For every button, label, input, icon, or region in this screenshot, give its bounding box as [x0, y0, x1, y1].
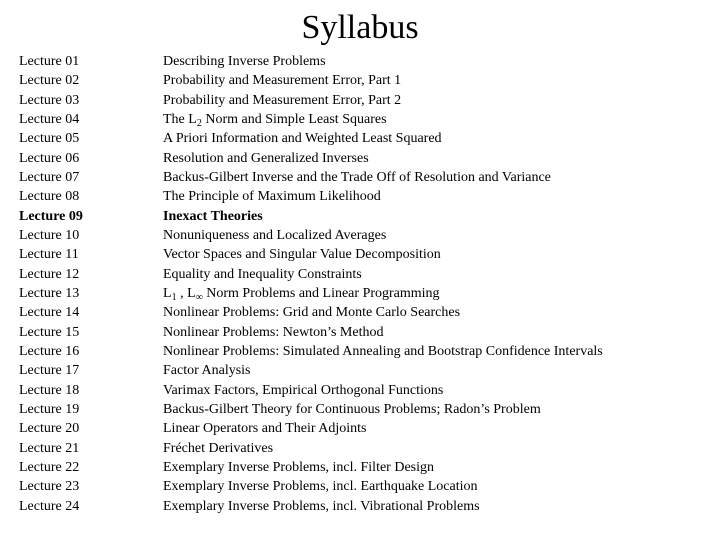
lecture-topic: Inexact Theories — [163, 208, 263, 224]
lecture-topic — [163, 110, 709, 129]
lecture-topic: A Priori Information and Weighted Least Squared — [163, 131, 442, 147]
lecture-topic: Exemplary Inverse Problems, incl. Filter Design — [163, 459, 434, 475]
lecture-number: Lecture 04 — [19, 111, 80, 127]
topic-part: L — [163, 285, 172, 301]
lecture-number: Lecture 23 — [19, 479, 80, 495]
list-item — [19, 284, 709, 303]
lecture-topic: Linear Operators and Their Adjoints — [163, 421, 367, 437]
list-item-current — [19, 207, 709, 226]
lecture-topic: Fréchet Derivatives — [163, 440, 274, 456]
list-item — [19, 129, 709, 148]
list-item — [19, 458, 709, 477]
lecture-topic: Varimax Factors, Empirical Orthogonal Functions — [163, 382, 444, 398]
lecture-topic: Backus-Gilbert Theory for Continuous Problems; Radon’s Problem — [163, 401, 541, 417]
lecture-topic: Exemplary Inverse Problems, incl. Earthquake Location — [163, 479, 478, 495]
lecture-topic: Exemplary Inverse Problems, incl. Vibrational Problems — [163, 498, 480, 514]
topic-subscript: 2 — [196, 117, 202, 129]
lecture-topic: Nonuniqueness and Localized Averages — [163, 227, 387, 243]
lecture-number: Lecture 22 — [19, 459, 80, 475]
lecture-topic: Probability and Measurement Error, Part 1 — [163, 73, 402, 89]
lecture-number: Lecture 20 — [19, 421, 80, 437]
lecture-number: Lecture 06 — [19, 150, 80, 166]
lecture-number: Lecture 07 — [19, 169, 80, 185]
topic-part: , L — [176, 285, 196, 301]
lecture-number: Lecture 02 — [19, 73, 80, 89]
list-item — [19, 187, 709, 206]
topic-part: Norm Problems and Linear Programming — [202, 285, 440, 301]
lecture-number: Lecture 14 — [19, 305, 80, 321]
lecture-topic: Nonlinear Problems: Grid and Monte Carlo Searches — [163, 305, 461, 321]
lecture-number: Lecture 09 — [19, 208, 83, 224]
lecture-number: Lecture 21 — [19, 440, 80, 456]
lecture-topic: Probability and Measurement Error, Part 2 — [163, 92, 402, 108]
topic-subscript: 1 — [171, 291, 177, 303]
list-item — [19, 226, 709, 245]
lecture-number: Lecture 01 — [19, 54, 80, 69]
lecture-topic: Equality and Inequality Constraints — [163, 266, 362, 282]
lecture-topic: Describing Inverse Problems — [163, 54, 326, 69]
lecture-topic: Backus-Gilbert Inverse and the Trade Off of Resolution and Variance — [163, 169, 551, 185]
lecture-number: Lecture 19 — [19, 401, 80, 417]
page-title: Syllabus — [301, 9, 419, 46]
list-item — [19, 419, 709, 438]
lecture-number: Lecture 10 — [19, 227, 80, 243]
lecture-number: Lecture 17 — [19, 363, 80, 379]
lecture-topic: Nonlinear Problems: Simulated Annealing and Bootstrap Confidence Intervals — [163, 343, 603, 359]
lecture-topic: Nonlinear Problems: Newton’s Method — [163, 324, 384, 340]
lecture-number: Lecture 15 — [19, 324, 80, 340]
lecture-topic: Vector Spaces and Singular Value Decomposition — [163, 247, 441, 263]
list-item — [19, 110, 709, 129]
lecture-number: Lecture 11 — [19, 247, 79, 263]
list-item — [19, 52, 709, 71]
lecture-number: Lecture 12 — [19, 266, 80, 282]
list-item — [19, 361, 709, 380]
list-item — [19, 381, 709, 400]
topic-part: The L — [163, 111, 197, 127]
lecture-topic: The Principle of Maximum Likelihood — [163, 189, 381, 205]
lecture-topic — [163, 284, 709, 303]
syllabus-list — [19, 52, 709, 516]
list-item — [19, 265, 709, 284]
list-item — [19, 323, 709, 342]
list-item — [19, 71, 709, 90]
lecture-number: Lecture 16 — [19, 343, 80, 359]
list-item — [19, 400, 709, 419]
list-item — [19, 439, 709, 458]
lecture-number: Lecture 05 — [19, 131, 80, 147]
list-item — [19, 497, 709, 516]
lecture-number: Lecture 08 — [19, 189, 80, 205]
list-item — [19, 303, 709, 322]
list-item — [19, 342, 709, 361]
lecture-number: Lecture 18 — [19, 382, 80, 398]
list-item — [19, 477, 709, 496]
lecture-number: Lecture 13 — [19, 285, 80, 301]
lecture-topic: Factor Analysis — [163, 363, 251, 379]
lecture-topic: Resolution and Generalized Inverses — [163, 150, 369, 166]
list-item — [19, 245, 709, 264]
list-item — [19, 91, 709, 110]
topic-subscript: ∞ — [195, 291, 203, 303]
lecture-number: Lecture 03 — [19, 92, 80, 108]
list-item — [19, 149, 709, 168]
topic-part: Norm and Simple Least Squares — [201, 111, 387, 127]
lecture-number: Lecture 24 — [19, 498, 80, 514]
list-item — [19, 168, 709, 187]
